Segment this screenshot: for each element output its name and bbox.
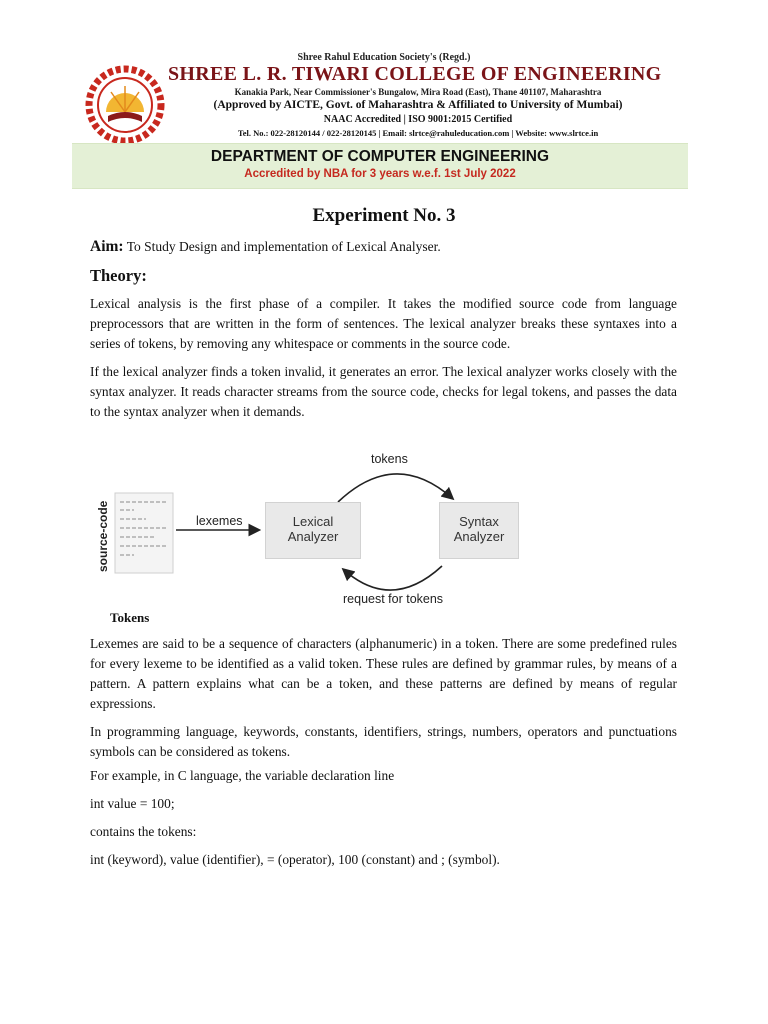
syntax-analyzer-label [439, 514, 519, 544]
theory-heading: Theory: [90, 266, 147, 285]
college-emblem-icon [84, 64, 166, 146]
theory-paragraph-1: Lexical analysis is the first phase of a compiler. It takes the modified source code from language preprocessors that are written in the form of sentences. The lexical analyzer breaks these syntaxes into a series of tokens, by removing any whitespace or comments in the source code. [90, 296, 677, 351]
aim-text: To Study Design and implementation of Lexical Analyser. [123, 239, 441, 254]
analyzer-word-2: Analyzer [453, 529, 505, 544]
college-name: SHREE L. R. TIWARI COLLEGE OF ENGINEERING [168, 63, 662, 85]
tokens-paragraph-2: In programming language, keywords, constants, identifiers, strings, numbers, operators and punctuations symbols can be considered as tokens. [90, 724, 677, 759]
aim-label: Aim: [90, 238, 124, 255]
source-document-icon [115, 493, 173, 573]
lexical-word: Lexical [292, 514, 334, 529]
example-intro: For example, in C language, the variable declaration line [90, 768, 395, 783]
society-name: Shree Rahul Education Society's (Regd.) [297, 52, 471, 63]
syntax-word: Syntax [459, 514, 499, 529]
tokens-heading: Tokens [110, 610, 150, 625]
tokens-paragraph-1: Lexemes are said to be a sequence of characters (alphanumeric) in a token. There are some predefined rules for every lexeme to be identified as a valid token. These rules are defined by grammar rules, by means of a pattern. A pattern explains what can be a token, and these patterns are defined by means of regular expressions. [90, 636, 677, 711]
aim-line [90, 238, 441, 256]
contact-line: Tel. No.: 022-28120144 / 022-28120145 | Email: slrtce@rahuleducation.com | Website: www.slrtce.in [237, 128, 599, 138]
lexemes-label: lexemes [196, 514, 243, 528]
theory-paragraph-2: If the lexical analyzer finds a token invalid, it generates an error. The lexical analyzer works closely with the syntax analyzer. It reads character streams from the source code, checks for legal tokens, and passes the data to the syntax analyzer when it demands. [90, 364, 677, 419]
tokens-label: tokens [371, 452, 408, 466]
source-code-label: source-code [96, 500, 110, 572]
analyzer-word: Analyzer [287, 529, 339, 544]
token-list: int (keyword), value (identifier), = (operator), 100 (constant) and ; (symbol). [90, 852, 500, 867]
contains-tokens-line: contains the tokens: [90, 824, 197, 839]
nba-accreditation: Accredited by NBA for 3 years w.e.f. 1st July 2022 [244, 168, 516, 180]
lexical-analyzer-diagram [90, 440, 630, 615]
college-address: Kanakia Park, Near Commissioner's Bungalow, Mira Road (East), Thane 401107, Maharashtra [234, 87, 602, 97]
tokens-arrow [338, 474, 452, 502]
lexical-analyzer-label [265, 514, 361, 544]
department-name: DEPARTMENT OF COMPUTER ENGINEERING [210, 148, 550, 165]
example-code: int value = 100; [90, 796, 175, 811]
request-for-tokens-label: request for tokens [343, 592, 444, 606]
accreditation-line: NAAC Accredited | ISO 9001:2015 Certified [323, 114, 513, 125]
request-arrow [344, 566, 442, 590]
experiment-title: Experiment No. 3 [312, 205, 456, 226]
approval-line: (Approved by AICTE, Govt. of Maharashtra & Affiliated to University of Mumbai) [213, 99, 623, 111]
